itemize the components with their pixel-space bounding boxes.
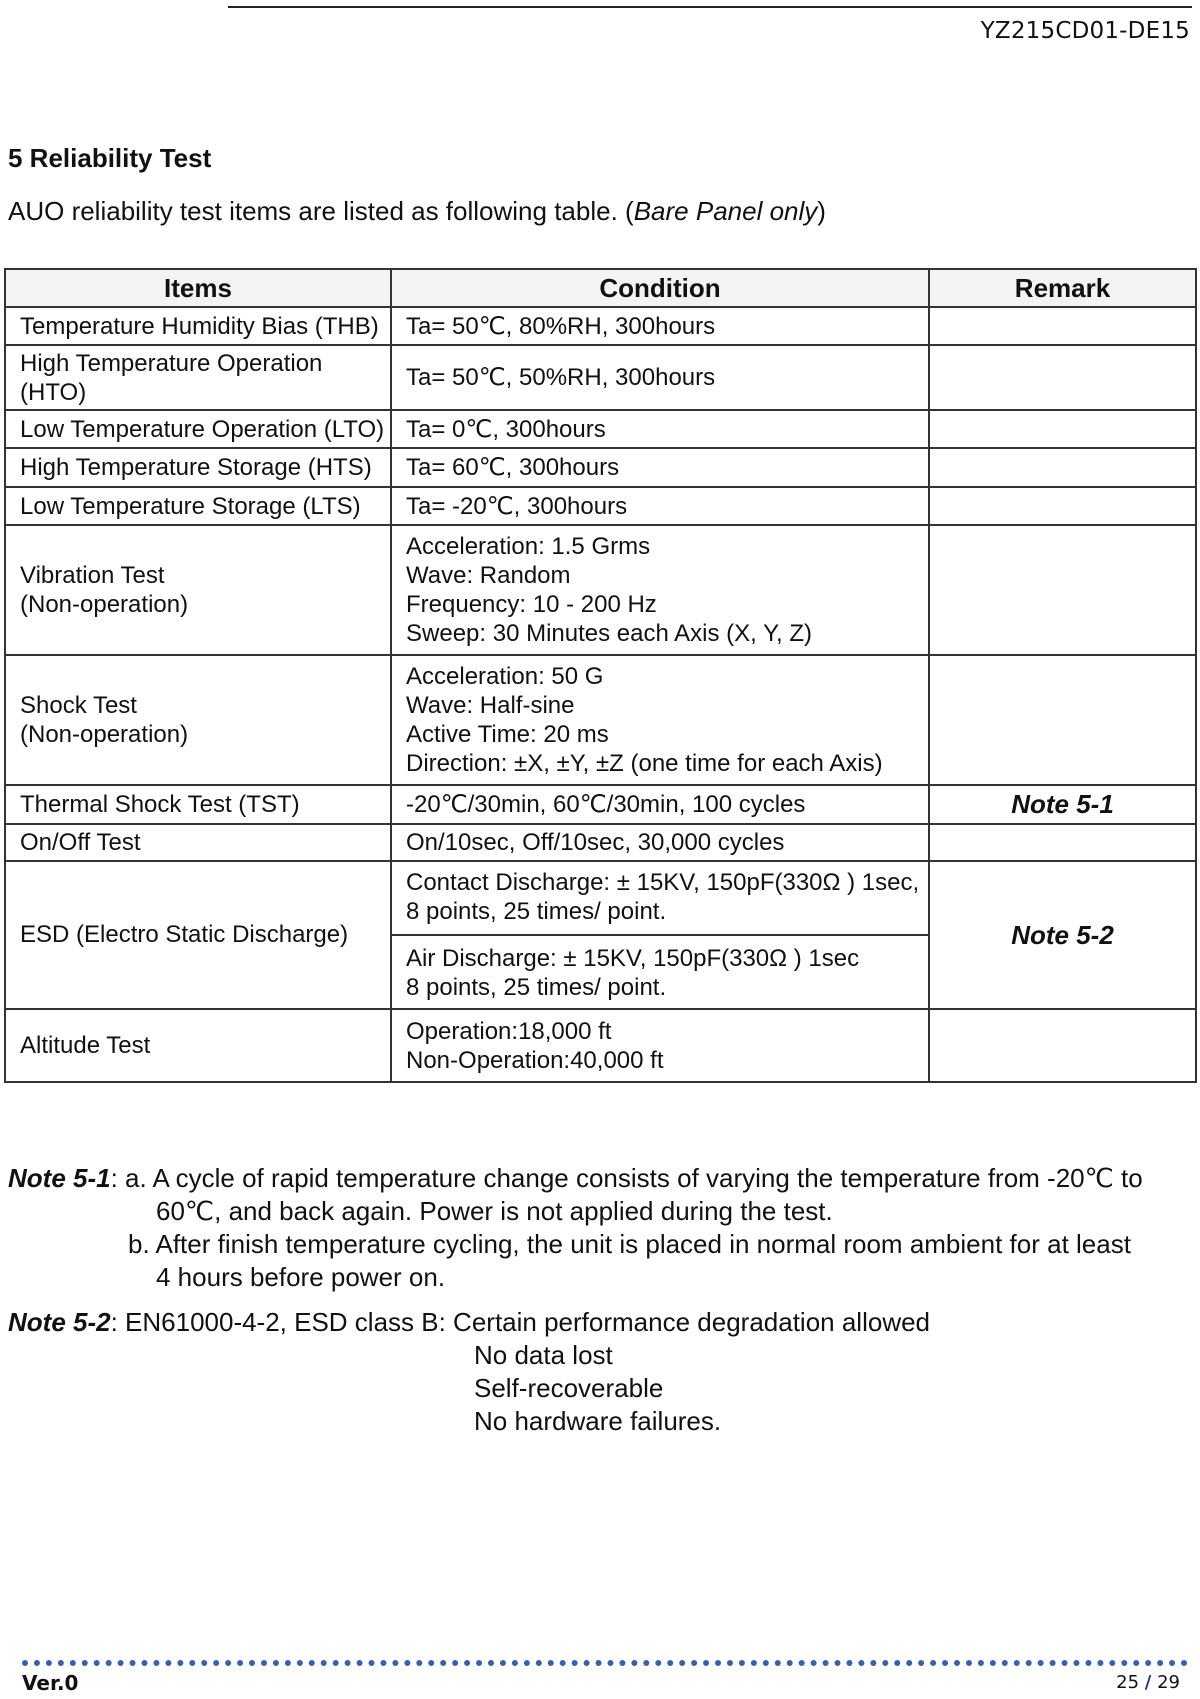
esd-air <box>392 934 928 1008</box>
intro-prefix: AUO reliability test items are listed as following table. ( <box>8 196 634 226</box>
document-code: YZ215CD01-DE15 <box>980 18 1190 44</box>
item-cell: ESD (Electro Static Discharge) <box>5 861 391 1009</box>
note-5-2-item: No data lost <box>474 1340 613 1370</box>
condition-cell-line: Non-Operation:40,000 ft <box>406 1046 664 1074</box>
condition-cell-line: Acceleration: 50 G <box>406 663 604 690</box>
page-current: 25 <box>1116 1672 1140 1693</box>
condition-cell <box>391 655 929 785</box>
table-header-row <box>5 269 1196 307</box>
remark-cell <box>929 655 1196 785</box>
item-cell <box>5 655 391 785</box>
condition-cell <box>391 448 929 487</box>
page-total: 29 <box>1157 1672 1180 1693</box>
condition-cell-line: Ta= 0℃, 300hours <box>406 415 606 443</box>
footer-dotted-rule <box>22 1660 1188 1666</box>
condition-cell <box>391 487 929 525</box>
condition-cell-line: Direction: ±X, ±Y, ±Z (one time for each Axis) <box>406 750 883 777</box>
item-cell <box>5 824 391 861</box>
page-number <box>1116 1672 1180 1693</box>
note-5-2-line1: : EN61000-4-2, ESD class B: Certain performance degradation allowed <box>110 1307 931 1337</box>
table-row <box>5 410 1196 448</box>
esd-contact <box>406 862 928 934</box>
header-remark: Remark <box>929 269 1196 307</box>
table-row <box>5 345 1196 410</box>
note-5-1-b-cont: 4 hours before power on. <box>156 1262 446 1292</box>
item-cell-line: High Temperature Operation (HTO) <box>20 349 323 406</box>
item-cell <box>5 785 391 824</box>
condition-cell-line: Operation:18,000 ft <box>406 1017 612 1045</box>
condition-cell <box>391 824 929 861</box>
item-cell-line: Temperature Humidity Bias (THB) <box>20 312 379 340</box>
item-cell-line: (Non-operation) <box>20 591 189 618</box>
condition-cell-line: Frequency: 10 - 200 Hz <box>406 591 657 618</box>
table-row-esd <box>5 861 1196 1009</box>
item-cell <box>5 345 391 410</box>
note-5-1-a: : a. A cycle of rapid temperature change consists of varying the temperature from -20℃ to <box>110 1163 1143 1193</box>
note-5-2-tag: Note 5-2 <box>8 1307 111 1337</box>
item-cell <box>5 307 391 345</box>
footer-version: Ver.0 <box>22 1671 79 1695</box>
esd-contact-line: 8 points, 25 times/ point. <box>406 898 667 925</box>
condition-cell <box>391 525 929 655</box>
item-cell: Altitude Test <box>5 1009 391 1082</box>
remark-cell <box>929 525 1196 655</box>
note-5-1-tag: Note 5-1 <box>8 1163 111 1193</box>
header-items: Items <box>5 269 391 307</box>
remark-cell <box>929 448 1196 487</box>
section-title: 5 Reliability Test <box>8 143 212 173</box>
header-condition: Condition <box>391 269 929 307</box>
remark-cell <box>929 1009 1196 1082</box>
table-row <box>5 525 1196 655</box>
note-5-1-a-cont: 60℃, and back again. Power is not applied during the test. <box>156 1196 833 1226</box>
table-row <box>5 487 1196 525</box>
table-row <box>5 1009 1196 1082</box>
condition-cell <box>391 307 929 345</box>
header-rule <box>228 6 1192 8</box>
table-row <box>5 785 1196 824</box>
remark-cell <box>929 824 1196 861</box>
item-cell <box>5 487 391 525</box>
condition-cell-line: Sweep: 30 Minutes each Axis (X, Y, Z) <box>406 620 812 647</box>
note-5-2 <box>8 1306 1194 1339</box>
condition-cell-line: Wave: Random <box>406 562 571 589</box>
item-cell-line: (Non-operation) <box>20 721 189 748</box>
item-cell-line: Thermal Shock Test (TST) <box>20 791 300 818</box>
remark-cell <box>929 410 1196 448</box>
condition-cell-line: -20℃/30min, 60℃/30min, 100 cycles <box>406 791 806 818</box>
item-cell <box>5 448 391 487</box>
note-5-2-item: Self-recoverable <box>474 1373 664 1403</box>
notes-block <box>8 1162 1194 1438</box>
condition-cell-line: Wave: Half-sine <box>406 692 575 719</box>
condition-cell <box>391 345 929 410</box>
note-5-1-b: b. After finish temperature cycling, the unit is placed in normal room ambient for at least <box>128 1229 1131 1259</box>
condition-cell-line: Ta= -20℃, 300hours <box>406 492 628 520</box>
intro-italic: Bare Panel only <box>633 196 818 226</box>
item-cell-line: Vibration Test <box>20 562 165 589</box>
remark-cell: Note 5-1 <box>929 785 1196 824</box>
condition-cell <box>391 785 929 824</box>
remark-cell <box>929 487 1196 525</box>
esd-air-line: Air Discharge: ± 15KV, 150pF(330Ω ) 1sec <box>406 945 860 972</box>
table-row <box>5 824 1196 861</box>
condition-cell <box>391 410 929 448</box>
condition-cell-line: Active Time: 20 ms <box>406 721 609 748</box>
reliability-table <box>4 268 1197 1083</box>
condition-cell-line: Acceleration: 1.5 Grms <box>406 533 651 560</box>
condition-cell-line: Ta= 50℃, 80%RH, 300hours <box>406 312 716 340</box>
item-cell <box>5 525 391 655</box>
table-row <box>5 448 1196 487</box>
remark-cell <box>929 345 1196 410</box>
note-5-2-item: No hardware failures. <box>474 1406 722 1436</box>
condition-cell-line: Ta= 60℃, 300hours <box>406 454 620 481</box>
remark-cell <box>929 307 1196 345</box>
table-row <box>5 307 1196 345</box>
item-cell-line: Low Temperature Operation (LTO) <box>20 415 385 443</box>
item-cell-line: Low Temperature Storage (LTS) <box>20 492 361 520</box>
condition-cell-esd <box>391 861 929 1009</box>
note-5-1 <box>8 1162 1194 1195</box>
esd-air-line: 8 points, 25 times/ point. <box>406 974 667 1001</box>
item-cell-line: High Temperature Storage (HTS) <box>20 454 372 481</box>
intro-text <box>8 196 826 227</box>
item-cell-line: Shock Test <box>20 692 137 719</box>
esd-contact-line: Contact Discharge: ± 15KV, 150pF(330Ω ) 1sec, <box>406 869 920 896</box>
condition-cell-line: On/10sec, Off/10sec, 30,000 cycles <box>406 829 785 856</box>
item-cell-line: On/Off Test <box>20 829 141 856</box>
condition-cell-line: Ta= 50℃, 50%RH, 300hours <box>406 364 716 391</box>
table-row <box>5 655 1196 785</box>
item-cell <box>5 410 391 448</box>
intro-suffix: ) <box>817 196 826 226</box>
remark-cell: Note 5-2 <box>929 861 1196 1009</box>
page-separator: / <box>1144 1672 1152 1693</box>
condition-cell <box>391 1009 929 1082</box>
